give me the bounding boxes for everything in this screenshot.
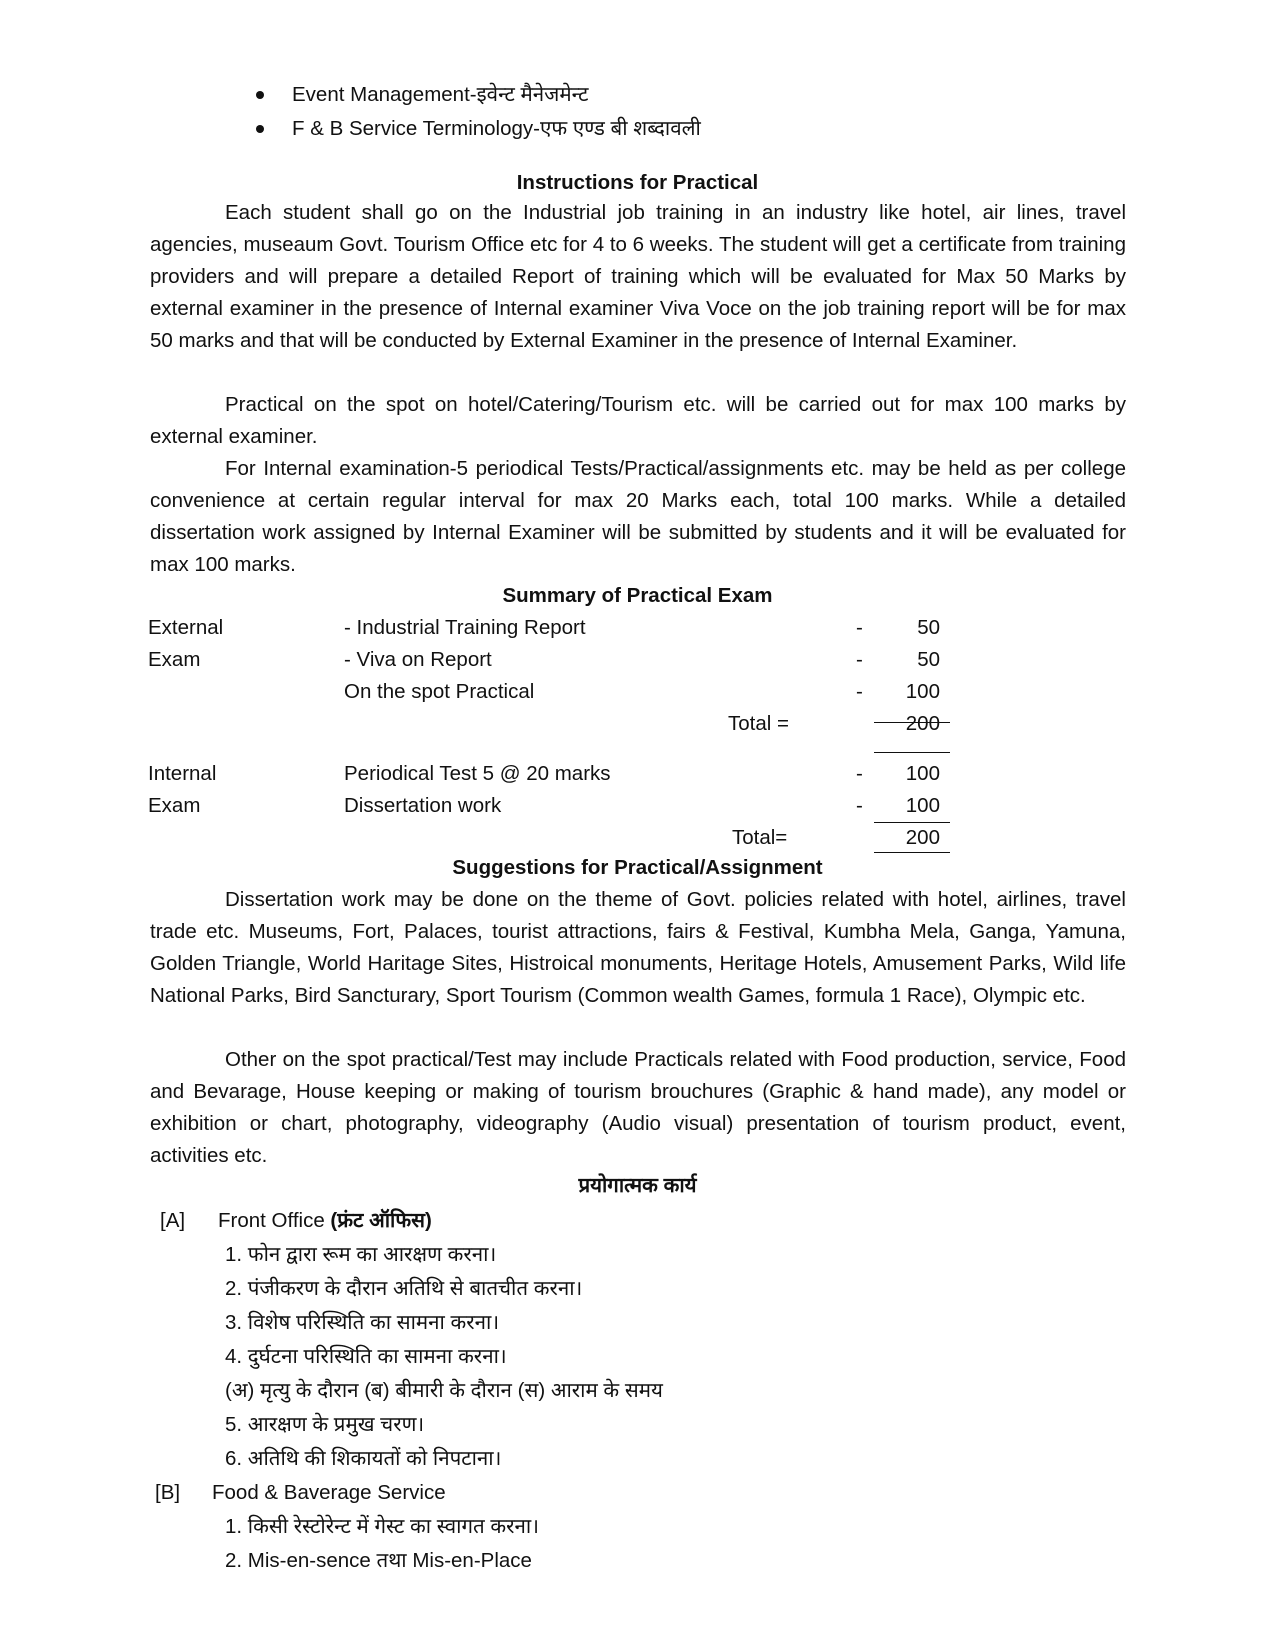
bullet-icon <box>256 91 264 99</box>
internal-label: Internal <box>148 762 217 785</box>
list-item: 2. Mis-en-sence तथा Mis-en-Place <box>225 1549 532 1572</box>
section-b-marker: [B] <box>155 1481 181 1504</box>
summary-item: On the spot Practical <box>344 680 535 703</box>
list-item: 5. आरक्षण के प्रमुख चरण। <box>225 1413 425 1436</box>
instructions-paragraph-2: Practical on the spot on hotel/Catering/Tourism etc. will be carried out for max 100 marks by external examiner. <box>150 393 1126 448</box>
list-item: 3. विशेष परिस्थिति का सामना करना। <box>225 1311 500 1334</box>
summary-marks: 100 <box>905 680 940 703</box>
total-rule <box>874 752 950 753</box>
summary-marks: 100 <box>905 794 940 817</box>
summary-item: Dissertation work <box>344 794 502 817</box>
summary-item: - Industrial Training Report <box>344 616 586 639</box>
section-b-title: Food & Baverage Service <box>212 1481 446 1504</box>
suggestions-paragraph-1: Dissertation work may be done on the theme of Govt. policies related with hotel, airlines, travel trade etc. Museums, Fort, Palaces, tourist attractions, fairs & Festival, Kumbha Mela, Ganga, Yamuna, Golden Triangle, World Haritage Sites, Histroical monuments, Heritage Hotels, Amusement Parks, Wild life National Parks, Bird Sancturary, Sport Tourism (Common wealth Games, formula 1 Race), Olympic etc. <box>150 888 1126 1007</box>
instructions-paragraph-1: Each student shall go on the Industrial job training in an industry like hotel, air lines, travel agencies, museaum Govt. Tourism Office etc for 4 to 6 weeks. The student will get a certificate from training providers and will prepare a detailed Report of training which will be evaluated for Max 50 Marks by external examiner in the presence of Internal examiner Viva Voce on the job training report will be for max 50 marks and that will be conducted by External Examiner in the presence of Internal Examiner. <box>150 201 1126 352</box>
bullet-item: F & B Service Terminology-एफ एण्ड बी शब्दावली <box>252 112 701 146</box>
section-a-title-text: Front Office <box>218 1209 325 1232</box>
total-value: 200 <box>905 712 940 735</box>
section-a-title-hindi: (फ्रंट ऑफिस) <box>330 1209 432 1232</box>
summary-marks: 50 <box>917 648 940 671</box>
suggestions-paragraph-2: Other on the spot practical/Test may include Practicals related with Food production, service, Food and Bevarage, House keeping or making of tourism brouchures (Graphic & hand made), any model or exhibition or chart, photography, videography (Audio visual) presentation of tourism product, event, activities etc. <box>150 1048 1126 1167</box>
summary-dash: - <box>856 794 863 817</box>
summary-item: Periodical Test 5 @ 20 marks <box>344 762 611 785</box>
summary-heading: Summary of Practical Exam <box>502 584 773 607</box>
section-a-marker: [A] <box>160 1209 186 1232</box>
summary-dash: - <box>856 762 863 785</box>
section-a-title <box>218 1204 432 1238</box>
list-item: 1. फोन द्वारा रूम का आरक्षण करना। <box>225 1243 497 1266</box>
summary-marks: 100 <box>905 762 940 785</box>
summary-dash: - <box>856 616 863 639</box>
summary-item: - Viva on Report <box>344 648 492 671</box>
external-label: Exam <box>148 648 201 671</box>
total-label: Total= <box>732 826 788 849</box>
bullet-item: Event Management-इवेन्ट मैनेजमेन्ट <box>252 78 701 112</box>
bullet-icon <box>256 125 264 133</box>
instructions-heading: Instructions for Practical <box>516 171 759 194</box>
list-item: 6. अतिथि की शिकायतों को निपटाना। <box>225 1447 502 1470</box>
internal-label: Exam <box>148 794 201 817</box>
bullet-list <box>252 78 701 146</box>
external-label: External <box>148 616 224 639</box>
suggestions-heading: Suggestions for Practical/Assignment <box>452 856 823 879</box>
total-value: 200 <box>905 826 940 849</box>
practical-work-heading: प्रयोगात्मक कार्य <box>578 1174 697 1197</box>
instructions-paragraph-3: For Internal examination-5 periodical Tests/Practical/assignments etc. may be held as per college convenience at certain regular interval for max 20 Marks each, total 100 marks. While a detailed dissertation work assigned by Internal Examiner will be submitted by students and it will be evaluated for max 100 marks. <box>150 457 1126 576</box>
total-label: Total = <box>728 712 789 735</box>
summary-dash: - <box>856 648 863 671</box>
list-item: 2. पंजीकरण के दौरान अतिथि से बातचीत करना। <box>225 1277 583 1300</box>
list-item: 4. दुर्घटना परिस्थिति का सामना करना। <box>225 1345 507 1368</box>
list-item: 1. किसी रेस्टोरेन्ट में गेस्ट का स्वागत करना। <box>225 1515 539 1538</box>
summary-dash: - <box>856 680 863 703</box>
list-item: (अ) मृत्यु के दौरान (ब) बीमारी के दौरान (स) आराम के समय <box>225 1379 663 1402</box>
summary-marks: 50 <box>917 616 940 639</box>
